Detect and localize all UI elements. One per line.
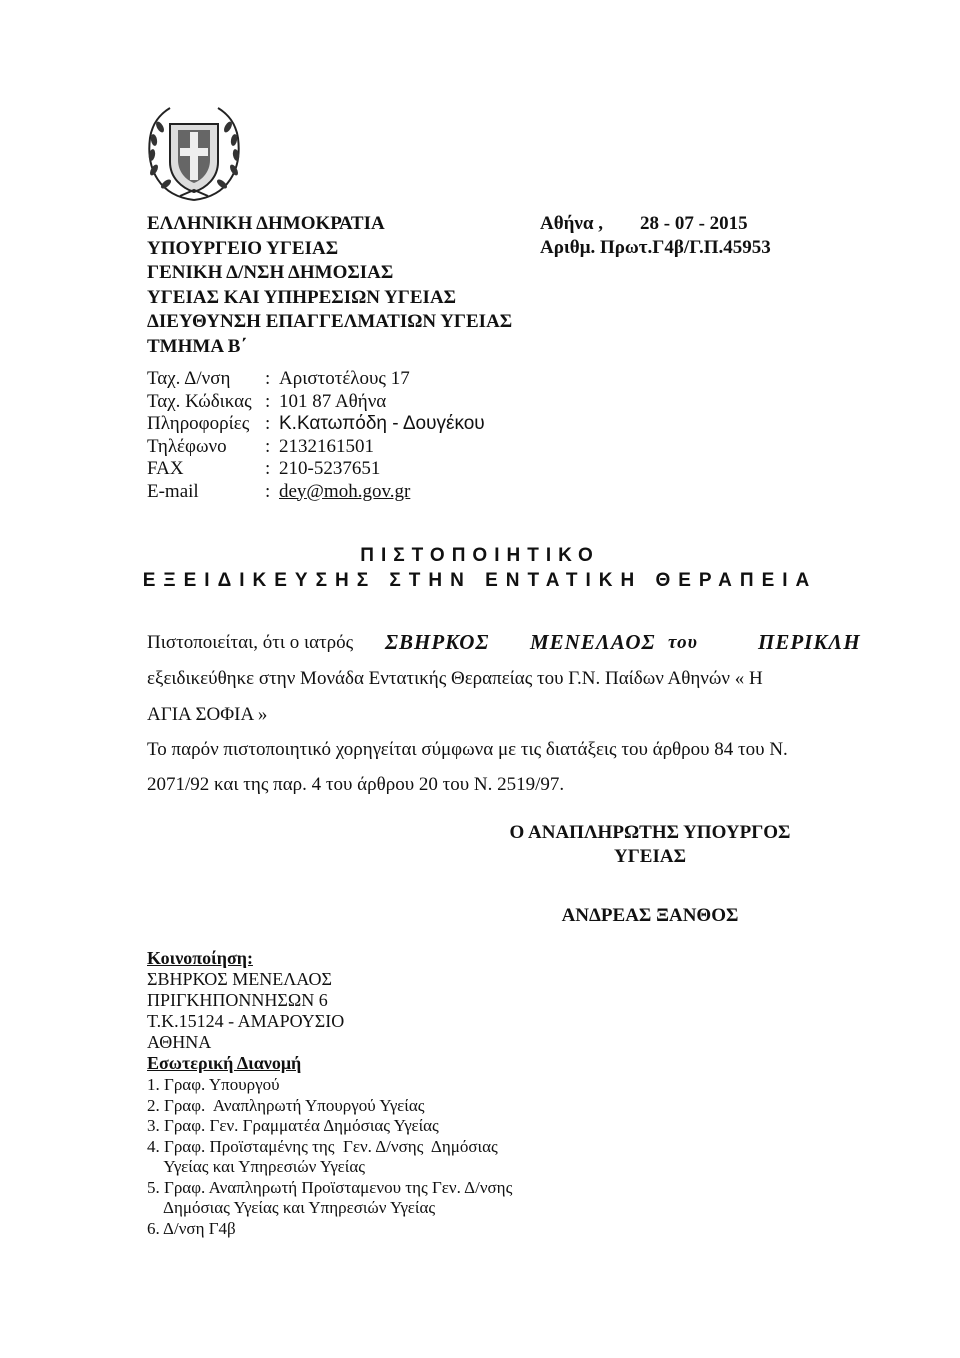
contact-label: Ταχ. Κώδικας bbox=[147, 390, 252, 412]
header-line: ΓΕΝΙΚΗ Δ/ΝΣΗ ΔΗΜΟΣΙΑΣ bbox=[147, 262, 394, 283]
contact-row bbox=[147, 481, 485, 504]
doctor-surname: ΣΒΗΡΚΟΣ bbox=[385, 630, 490, 654]
contact-block bbox=[147, 368, 485, 503]
contact-row bbox=[147, 391, 485, 414]
contact-label: FAX bbox=[147, 458, 184, 479]
certificate-text-line: εξειδικεύθηκε στην Μονάδα Εντατικής Θεραπείας του Γ.Ν. Παίδων Αθηνών « Η bbox=[147, 668, 763, 689]
notification-line: ΠΡΙΓΚΗΠΟΝΝΗΣΩΝ 6 bbox=[147, 990, 328, 1010]
place-label: Αθήνα , bbox=[540, 213, 604, 234]
header-line: ΤΜΗΜΑ Β΄ bbox=[147, 335, 247, 357]
internal-distribution-heading: Εσωτερική Διανομή bbox=[147, 1053, 302, 1073]
contact-value: Αριστοτέλους 17 bbox=[279, 368, 410, 389]
colon: : bbox=[265, 413, 271, 434]
distribution-item: 3. Γραφ. Γεν. Γραμματέα Δημόσιας Υγείας bbox=[147, 1116, 439, 1135]
ministry-header bbox=[147, 212, 512, 359]
signatory-name: ΑΝΔΡΕΑΣ ΞΑΝΘΟΣ bbox=[561, 905, 739, 926]
contact-row bbox=[147, 413, 485, 436]
contact-label: Τηλέφωνο bbox=[147, 435, 227, 457]
colon: : bbox=[265, 390, 271, 412]
signatory-role: ΥΓΕΙΑΣ bbox=[613, 846, 687, 867]
doctor-firstname: ΜΕΝΕΛΑΟΣ bbox=[530, 630, 656, 654]
certificate-intro bbox=[147, 632, 353, 654]
header-line: ΥΓΕΙΑΣ ΚΑΙ ΥΠΗΡΕΣΙΩΝ ΥΓΕΙΑΣ bbox=[147, 286, 457, 308]
contact-value: Κ.Κατωπόδη - Δουγέκου bbox=[279, 413, 485, 434]
header-line: ΔΙΕΥΘΥΝΣΗ ΕΠΑΓΓΕΛΜΑΤΙΩΝ ΥΓΕΙΑΣ bbox=[147, 311, 513, 332]
distribution-item: Υγείας και Υπηρεσιών Υγείας bbox=[147, 1157, 366, 1176]
distribution-item: 1. Γραφ. Υπουργού bbox=[147, 1075, 280, 1094]
contact-value: 210-5237651 bbox=[279, 458, 381, 479]
certificate-text-line: ΑΓΙΑ ΣΟΦΙΑ » bbox=[147, 704, 268, 725]
colon: : bbox=[265, 435, 271, 457]
notification-line: ΑΘΗΝΑ bbox=[147, 1032, 212, 1052]
distribution-item: 6. Δ/νση Γ4β bbox=[147, 1218, 236, 1238]
distribution-item: Δημόσιας Υγείας και Υπηρεσιών Υγείας bbox=[147, 1198, 436, 1217]
notification-line: Τ.Κ.15124 - ΑΜΑΡΟΥΣΙΟ bbox=[147, 1011, 345, 1031]
contact-row bbox=[147, 458, 485, 481]
intro-text: Πιστοποιείται, ότι ο ιατρός bbox=[147, 632, 354, 653]
colon: : bbox=[265, 480, 271, 502]
of-word: του bbox=[668, 632, 698, 653]
distribution-item: 5. Γραφ. Αναπληρωτή Προϊσταμενου της Γεν. Δ/νσης bbox=[147, 1177, 513, 1197]
signatory-role: Ο ΑΝΑΠΛΗΡΩΤΗΣ ΥΠΟΥΡΓΟΣ bbox=[509, 822, 791, 843]
certificate-title: ΠΙΣΤΟΠΟΙΗΤΙΚΟ bbox=[360, 545, 600, 566]
notification-line: ΣΒΗΡΚΟΣ ΜΕΝΕΛΑΟΣ bbox=[147, 969, 333, 989]
contact-row bbox=[147, 436, 485, 459]
notification-block bbox=[147, 948, 344, 1074]
internal-distribution-list bbox=[147, 1075, 512, 1239]
distribution-item: 4. Γραφ. Προϊσταμένης της Γεν. Δ/νσης Δημόσιας bbox=[147, 1136, 498, 1156]
header-line: ΕΛΛΗΝΙΚΗ ΔΗΜΟΚΡΑΤΙΑ bbox=[147, 213, 385, 234]
certificate-text-line: 2071/92 και της παρ. 4 του άρθρου 20 του Ν. 2519/97. bbox=[147, 774, 565, 795]
contact-value: 2132161501 bbox=[279, 435, 374, 457]
contact-label: Πληροφορίες bbox=[147, 413, 250, 434]
greek-emblem-icon bbox=[140, 100, 248, 208]
certificate-subtitle: ΕΞΕΙΔΙΚΕΥΣΗΣ ΣΤΗΝ ΕΝΤΑΤΙΚΗ ΘΕΡΑΠΕΙΑ bbox=[142, 570, 818, 591]
certificate-text-line: Το παρόν πιστοποιητικό χορηγείται σύμφωνα με τις διατάξεις του άρθρου 84 του Ν. bbox=[147, 739, 788, 760]
email-link[interactable]: dey@moh.gov.gr bbox=[279, 480, 411, 502]
contact-label: E-mail bbox=[147, 480, 199, 502]
header-line: ΥΠΟΥΡΓΕΙΟ ΥΓΕΙΑΣ bbox=[147, 237, 339, 259]
contact-row bbox=[147, 368, 485, 391]
contact-label: Ταχ. Δ/νση bbox=[147, 368, 231, 389]
distribution-item: 2. Γραφ. Αναπληρωτή Υπουργού Υγείας bbox=[147, 1095, 425, 1115]
colon: : bbox=[265, 458, 271, 479]
document-date: 28 - 07 - 2015 bbox=[640, 213, 748, 234]
contact-value: 101 87 Αθήνα bbox=[279, 390, 387, 412]
father-name: ΠΕΡΙΚΛΗ bbox=[758, 630, 861, 654]
colon: : bbox=[265, 368, 271, 389]
protocol-number: Αριθμ. Πρωτ.Γ4β/Γ.Π.45953 bbox=[540, 237, 771, 258]
notification-heading: Κοινοποίηση: bbox=[147, 948, 253, 968]
